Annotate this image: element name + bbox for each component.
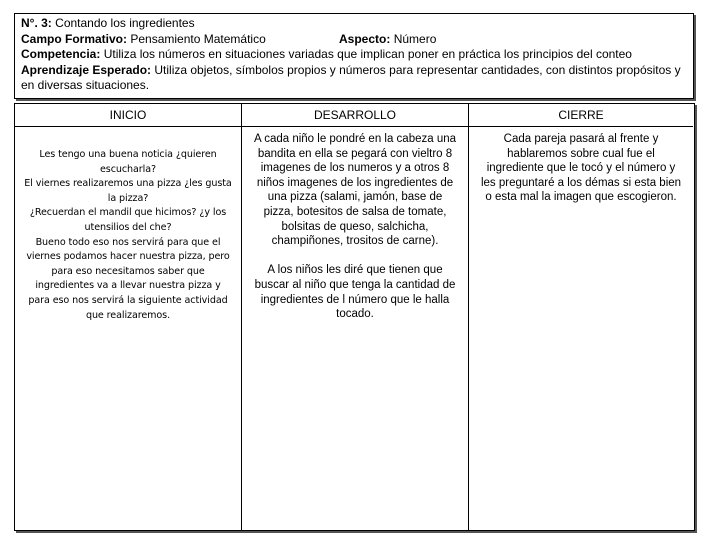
field-value: Pensamiento Matemático (130, 31, 266, 46)
header-line-title (21, 16, 687, 32)
aspect-label: Aspecto: (339, 31, 391, 46)
header-line-learning (21, 63, 687, 94)
header-line-competence (21, 47, 687, 63)
column-header-inicio: INICIO (15, 104, 241, 127)
aspect-value: Número (393, 31, 437, 46)
column-header-cierre: CIERRE (469, 104, 693, 127)
competence-value: Utiliza los números en situaciones variadas que implican poner en práctica los principios del conteo (103, 47, 632, 61)
aspect (339, 32, 436, 48)
column-text-cierre: Cada pareja pasará al frente y hablaremos sobre cual fue el ingrediente que le tocó y el número y les preguntaré a los démas si esta bien o esta mal la imagen que escogieron. (480, 133, 682, 204)
column-desarrollo (242, 104, 469, 530)
header-line-field (21, 32, 687, 48)
column-inicio (15, 104, 242, 530)
learning-value: Utiliza objetos, símbolos propios y números para representar cantidades, con distintos propósitos y en diversas situaciones. (21, 62, 681, 92)
column-header-desarrollo: DESARROLLO (242, 104, 468, 127)
number-value: Contando los ingredientes (55, 16, 195, 30)
learning-label: Aprendizaje Esperado: (21, 62, 152, 77)
competence-label: Competencia: (21, 47, 101, 61)
field-label: Campo Formativo: (21, 31, 128, 46)
lesson-header (14, 13, 694, 99)
activity-table (14, 103, 695, 531)
number-label: N°. 3: (21, 16, 52, 30)
column-cierre (469, 104, 693, 530)
column-text-desarrollo: A cada niño le pondré en la cabeza una bandita en ella se pegará con vieltro 8 imagenes de los numeros y a otros 8 niños imagenes de los ingredientes de una pizza (salami, jamón, base de pizza, botesitos de salsa de tomate, bolsitas de queso, salchicha, champiñones, trositos de carne). A los niños les diré que tienen que buscar al niño que tenga la cantidad de ingredientes de l número que le halla tocado. (253, 133, 457, 321)
column-text-inicio: Les tengo una buena noticia ¿quieren escucharla? El viernes realizaremos una pizza ¿les gusta la pizza? ¿Recuerdan el mandil que hicimos? ¿y los utensilios del che? Bueno todo eso nos servirá para que el viernes podamos hacer nuestra pizza, pero para eso necesitamos saber que ingredientes va a llevar nuestra pizza y para eso nos servirá la siguiente actividad que realizaremos. (24, 149, 232, 321)
